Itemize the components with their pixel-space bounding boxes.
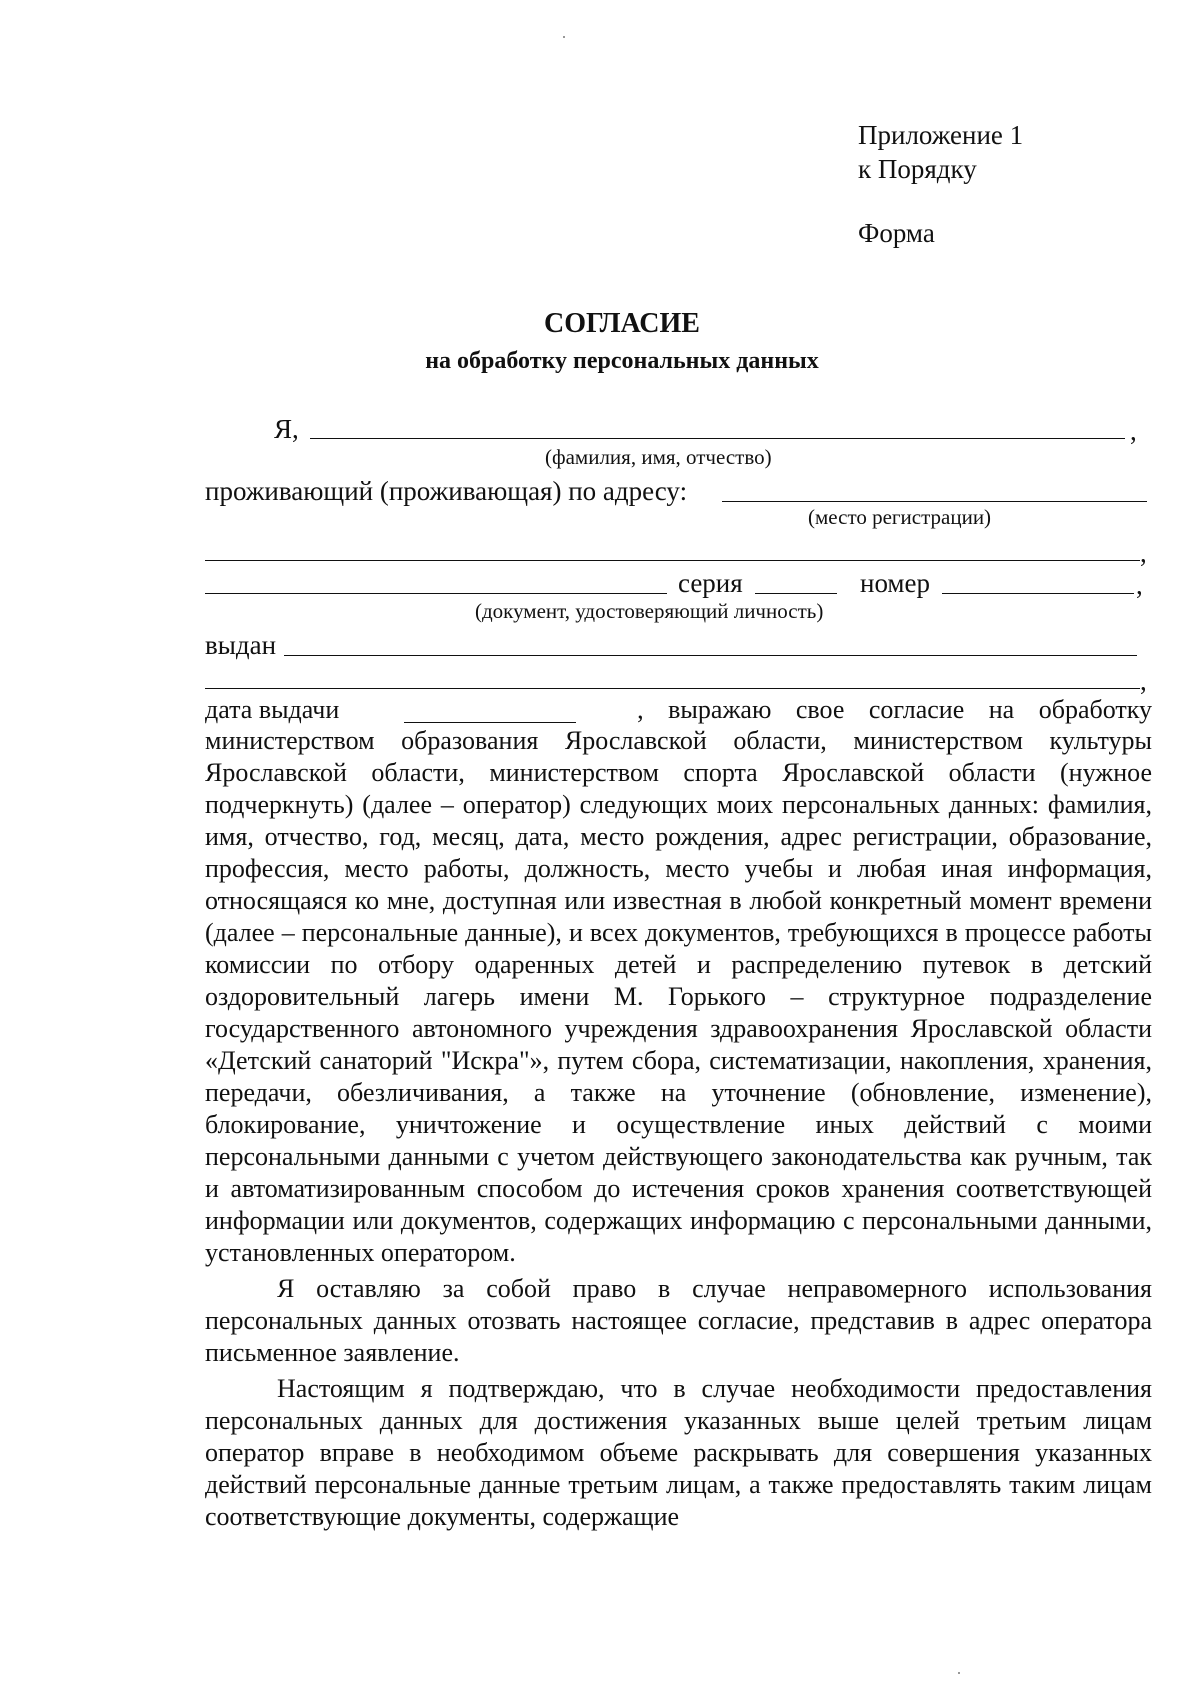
form-label: Форма [858,218,935,248]
document-title: СОГЛАСИЕ [544,308,700,339]
appendix-reference [858,118,1023,186]
address-field-continued[interactable] [205,560,1140,561]
address-field[interactable] [722,501,1147,502]
consent-paragraph-1: министерством образования Ярославской области, министерством культуры Ярославской области, министерством спорта Ярославской области (нужное подчеркнуть) (далее – оператор) следующих моих персональных данных: фамилия, имя, отчество, год, месяц, дата, место рождения, адрес регистрации, образование, профессия, место работы, должность, место учебы и любая иная информация, относящаяся ко мне, доступная или известная в любой конкретный момент времени (далее – персональные данные), и всех документов, требующихся в процессе работы комиссии по отбору одаренных детей и распределению путевок в детский оздоровительный лагерь имени М. Горького – структурное подразделение государственного автономного учреждения здравоохранения Ярославской области «Детский санаторий "Искра"», путем сбора, систематизации, накопления, хранения, передачи, обезличивания, а также на уточнение (обновление, изменение), блокирование, уничтожение и осуществление иных действий с моими персональными данными с учетом действующего законодательства как ручным, так и автоматизированным способом до истечения сроков хранения соответствующей информации или документов, содержащих информацию с персональными данными, установленных оператором. [205,726,1152,1267]
number-comma: , [1136,570,1143,600]
address-label: проживающий (проживающая) по адресу: [205,476,688,506]
issued-comma: , [1140,666,1147,696]
number-label: номер [860,568,931,598]
address-comma: , [1140,538,1147,568]
i-label: Я, [274,414,299,444]
appendix-line-1: Приложение 1 [858,120,1024,150]
series-label: серия [678,568,743,598]
date-label: дата выдачи [205,695,340,724]
number-field[interactable] [942,593,1134,594]
fio-comma: , [1130,416,1137,446]
fio-caption: (фамилия, имя, отчество) [545,445,772,469]
fio-field[interactable] [310,438,1125,439]
consent-paragraph-3: Настоящим я подтверждаю, что в случае необходимости предоставления персональных данных для достижения указанных выше целей третьим лицам оператор вправе в необходимом объеме раскрывать для совершения указанных действий персональные данные третьим лицам, а также предоставлять таким лицам соответствующие документы, содержащие [205,1374,1152,1531]
scan-speck [958,1672,960,1674]
date-field[interactable] [404,722,576,723]
issued-field-continued[interactable] [205,688,1140,689]
scan-speck [563,36,565,38]
document-subtitle: на обработку персональных данных [425,348,819,374]
appendix-line-2: к Порядку [858,154,977,184]
document-field[interactable] [205,593,667,594]
address-caption: (место регистрации) [808,505,992,529]
consent-clause: , выражаю свое согласие на обработку [637,695,1152,724]
document-caption: (документ, удостоверяющий личность) [475,599,824,623]
issued-field[interactable] [284,655,1137,656]
series-field[interactable] [755,593,837,594]
consent-paragraph-2: Я оставляю за собой право в случае неправомерного использования персональных данных отозвать настоящее согласие, представив в адрес оператора письменное заявление. [205,1274,1152,1367]
issued-label: выдан [205,630,277,660]
consent-body [205,725,1152,1533]
